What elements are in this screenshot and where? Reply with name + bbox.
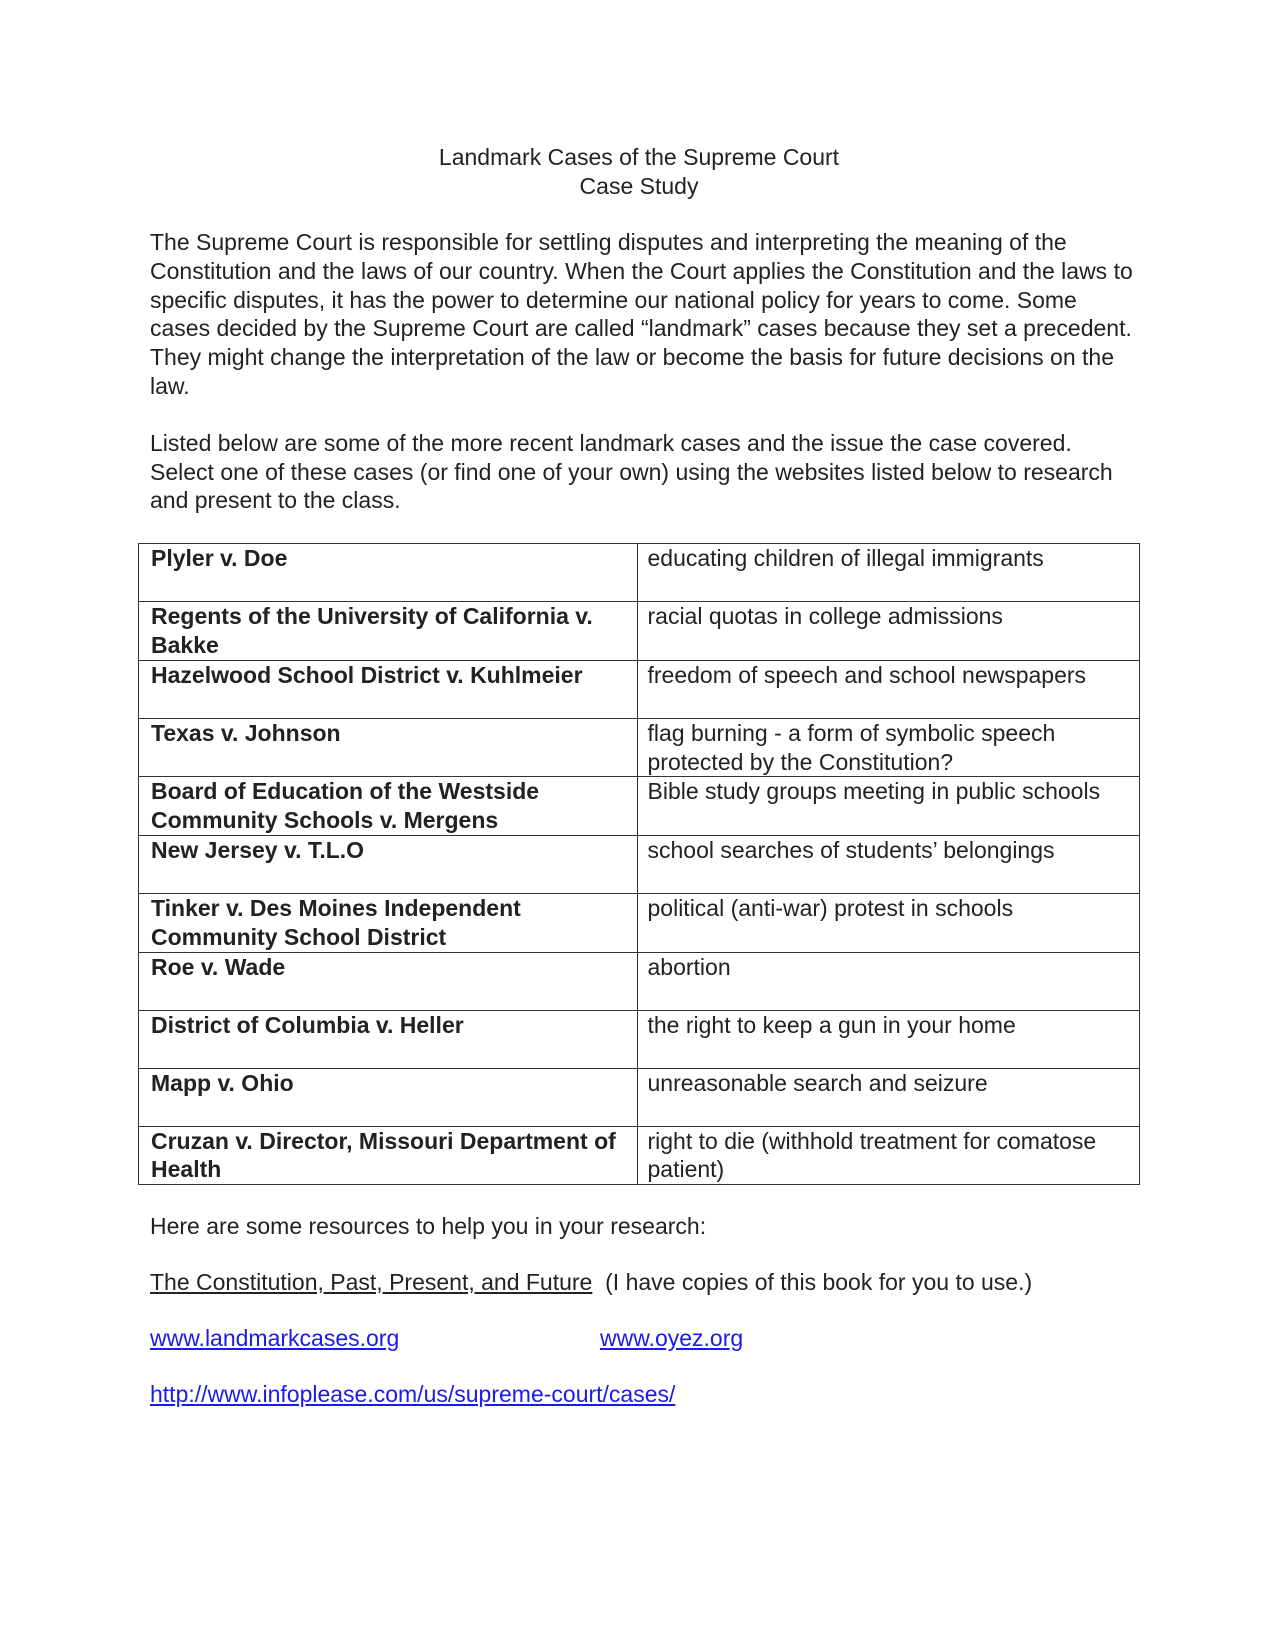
intro-paragraph: The Supreme Court is responsible for settling disputes and interpreting the meaning of the Constitution and the laws of our country. When the Court applies the Constitution and the laws to specific disputes, it has the power to determine our national policy for years to come. Some cases decided by the Supreme Court are called “landmark” cases because they set a precedent. They might change the interpretation of the law or become the basis for future decisions on the law. [150, 229, 1133, 399]
resources-intro: Here are some resources to help you in your research: [150, 1213, 707, 1240]
oyez-link[interactable]: www.oyez.org [600, 1324, 744, 1351]
table-row [139, 1126, 1140, 1185]
case-issue: unreasonable search and seizure [637, 1068, 1140, 1126]
case-name: Tinker v. Des Moines Independent Community School District [139, 893, 638, 952]
table-row [139, 660, 1140, 718]
case-name: District of Columbia v. Heller [139, 1010, 638, 1068]
case-name: Texas v. Johnson [139, 718, 638, 777]
table-row [139, 718, 1140, 777]
title-line-1: Landmark Cases of the Supreme Court [438, 144, 840, 170]
table-row [139, 777, 1140, 836]
case-name: New Jersey v. T.L.O [139, 835, 638, 893]
table-row [139, 1010, 1140, 1068]
table-row [139, 893, 1140, 952]
case-issue: flag burning - a form of symbolic speech protected by the Constitution? [637, 718, 1140, 777]
case-issue: Bible study groups meeting in public schools [637, 777, 1140, 836]
instructions-paragraph: Listed below are some of the more recent landmark cases and the issue the case covered. Select one of these cases (or find one of your own) using the websites listed below to research and present to the class. [150, 429, 1113, 514]
cases-table [138, 543, 1140, 1185]
case-issue: educating children of illegal immigrants [637, 544, 1140, 602]
infoplease-row [150, 1380, 1140, 1409]
book-reference [150, 1268, 1140, 1297]
case-issue: freedom of speech and school newspapers [637, 660, 1140, 718]
book-title: The Constitution, Past, Present, and Future [150, 1268, 593, 1295]
case-name: Regents of the University of California v. Bakke [139, 602, 638, 661]
case-issue: the right to keep a gun in your home [637, 1010, 1140, 1068]
landmarkcases-link[interactable]: www.landmarkcases.org [150, 1324, 400, 1351]
case-name: Roe v. Wade [139, 952, 638, 1010]
table-row [139, 952, 1140, 1010]
case-name: Plyler v. Doe [139, 544, 638, 602]
case-name: Mapp v. Ohio [139, 1068, 638, 1126]
links-row [150, 1324, 1140, 1353]
case-issue: school searches of students’ belongings [637, 835, 1140, 893]
case-name: Board of Education of the Westside Community Schools v. Mergens [139, 777, 638, 836]
table-row [139, 835, 1140, 893]
case-issue: right to die (withhold treatment for comatose patient) [637, 1126, 1140, 1185]
table-row [139, 544, 1140, 602]
table-row [139, 602, 1140, 661]
document-title [138, 143, 1140, 201]
case-name: Cruzan v. Director, Missouri Department of Health [139, 1126, 638, 1185]
table-row [139, 1068, 1140, 1126]
title-line-2: Case Study [579, 173, 699, 199]
case-name: Hazelwood School District v. Kuhlmeier [139, 660, 638, 718]
case-issue: political (anti-war) protest in schools [637, 893, 1140, 952]
infoplease-link[interactable]: http://www.infoplease.com/us/supreme-court/cases/ [150, 1380, 676, 1407]
case-issue: racial quotas in college admissions [637, 602, 1140, 661]
document-page [150, 143, 1140, 1409]
book-note: (I have copies of this book for you to use.) [592, 1268, 1033, 1295]
case-issue: abortion [637, 952, 1140, 1010]
